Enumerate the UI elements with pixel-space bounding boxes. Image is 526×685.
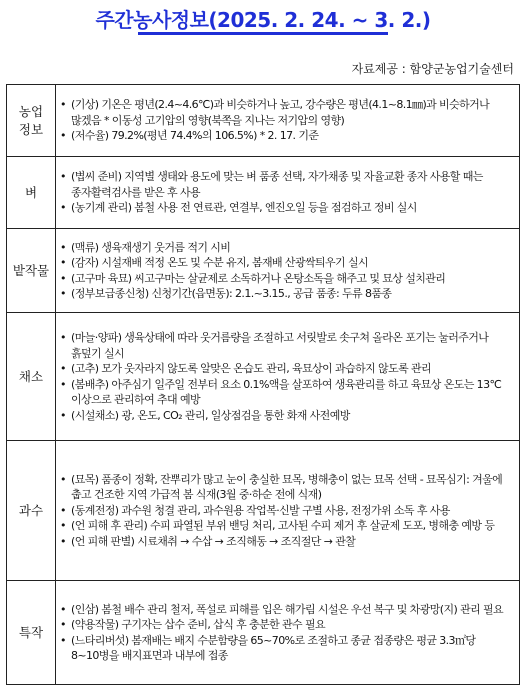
source-credit: 자료제공 : 함양군농업기술센터	[351, 62, 514, 76]
item-list	[60, 330, 515, 423]
list-item: • (언 피해 판별) 시료채취 → 수삽 → 조직해동 → 조직절단 → 관찰	[60, 534, 515, 550]
section-content	[56, 441, 520, 581]
category-label: 과수	[18, 502, 44, 518]
list-item: • (동계전정) 과수원 청결 관리, 과수원용 작업복·신발 구별 사용, 전정가위 소독 후 사용	[60, 503, 515, 519]
list-item: • (농기계 관리) 봄철 사용 전 연료관, 연결부, 엔진오일 등을 점검하고 정비 실시	[60, 200, 515, 216]
category-label: 밭작물	[12, 262, 50, 278]
list-item: • (기상) 기온은 평년(2.4~4.6℃)과 비슷하거나 높고, 강수량은 평년(4.1~8.1㎜)과 비슷하거나 많겠음 * 이동성 고기압의 영향(북쪽을 지나는 저기압의 영향)	[60, 97, 515, 128]
section-category	[7, 157, 56, 229]
section-category	[7, 229, 56, 313]
category-label: 벼	[24, 184, 38, 200]
section-content	[56, 313, 520, 441]
item-list	[60, 602, 515, 664]
list-item: • (정부보급종신청) 신청기간(읍면동): 2.1.~3.15., 공급 품종: 두류 8품종	[60, 286, 515, 302]
list-item: • (언 피해 후 관리) 수피 파열된 부위 밴딩 처리, 고사된 수피 제거 후 살균제 도포, 병해충 예방 등	[60, 518, 515, 534]
section-row-rice	[7, 157, 520, 229]
list-item: • (고추) 모가 웃자라지 않도록 알맞은 온습도 관리, 육묘상이 과습하지 않도록 관리	[60, 361, 515, 377]
section-content	[56, 85, 520, 157]
section-category	[7, 441, 56, 581]
list-item: • (인삼) 봄철 배수 관리 철저, 폭설로 피해를 입은 해가림 시설은 우선 복구 및 차광망(지) 관리 필요	[60, 602, 515, 618]
list-item: • (볍씨 준비) 지역별 생태와 용도에 맞는 벼 품종 선택, 자가채종 및 자율교환 종자 사용할 때는 종자활력검사를 받은 후 사용	[60, 169, 515, 200]
list-item: • (고구마 육묘) 씨고구마는 살균제로 소독하거나 온탕소독을 해주고 및 묘상 설치관리	[60, 271, 515, 287]
section-content	[56, 229, 520, 313]
title-underline	[138, 32, 388, 35]
section-row-vegetables	[7, 313, 520, 441]
section-content	[56, 157, 520, 229]
list-item: • (맥류) 생육재생기 웃거름 적기 시비	[60, 240, 515, 256]
section-category	[7, 85, 56, 157]
section-row-farm-info	[7, 85, 520, 157]
category-label: 특작	[18, 624, 44, 640]
section-category	[7, 581, 56, 685]
item-list	[60, 240, 515, 302]
list-item: • (느타리버섯) 봄재배는 배지 수분함량을 65~70%로 조절하고 종균 접종량은 평균 3.3㎡당 8~10병을 배지표면과 내부에 접종	[60, 633, 515, 664]
weekly-farming-info-table	[6, 84, 520, 685]
category-label: 채소	[18, 368, 44, 384]
section-category	[7, 313, 56, 441]
item-list	[60, 169, 515, 216]
section-content	[56, 581, 520, 685]
section-row-field-crops	[7, 229, 520, 313]
list-item: • (시설채소) 광, 온도, CO₂ 관리, 일상점검을 통한 화재 사전예방	[60, 408, 515, 424]
list-item: • (감자) 시설재배 적정 온도 및 수분 유지, 봄재배 산광싹틔우기 실시	[60, 255, 515, 271]
section-row-special-crops	[7, 581, 520, 685]
list-item: • (저수율) 79.2%(평년 74.4%의 106.5%) * 2. 17. 기준	[60, 128, 515, 144]
list-item: • (묘목) 품종이 정확, 잔뿌리가 많고 눈이 충실한 묘목, 병해충이 없는 묘목 선택 - 묘목심기: 겨울에 춥고 건조한 지역 가급적 봄 식재(3월 중·하순 전에 식재)	[60, 472, 515, 503]
list-item: • (마늘·양파) 생육상태에 따라 웃거름량을 조절하고 서릿발로 솟구쳐 올라온 포기는 눌러주거나 흙덮기 실시	[60, 330, 515, 361]
section-row-fruit-trees	[7, 441, 520, 581]
item-list	[60, 97, 515, 144]
list-item: • (약용작물) 구기자는 삽수 준비, 삽식 후 충분한 관수 필요	[60, 617, 515, 633]
list-item: • (봄배추) 아주심기 일주일 전부터 요소 0.1%액을 살포하여 생육관리를 하고 육묘상 온도는 13℃ 이상으로 관리하여 추대 예방	[60, 377, 515, 408]
item-list	[60, 472, 515, 550]
page-title: 주간농사정보(2025. 2. 24. ~ 3. 2.)	[95, 8, 431, 32]
category-label: 농업 정보	[18, 103, 44, 137]
